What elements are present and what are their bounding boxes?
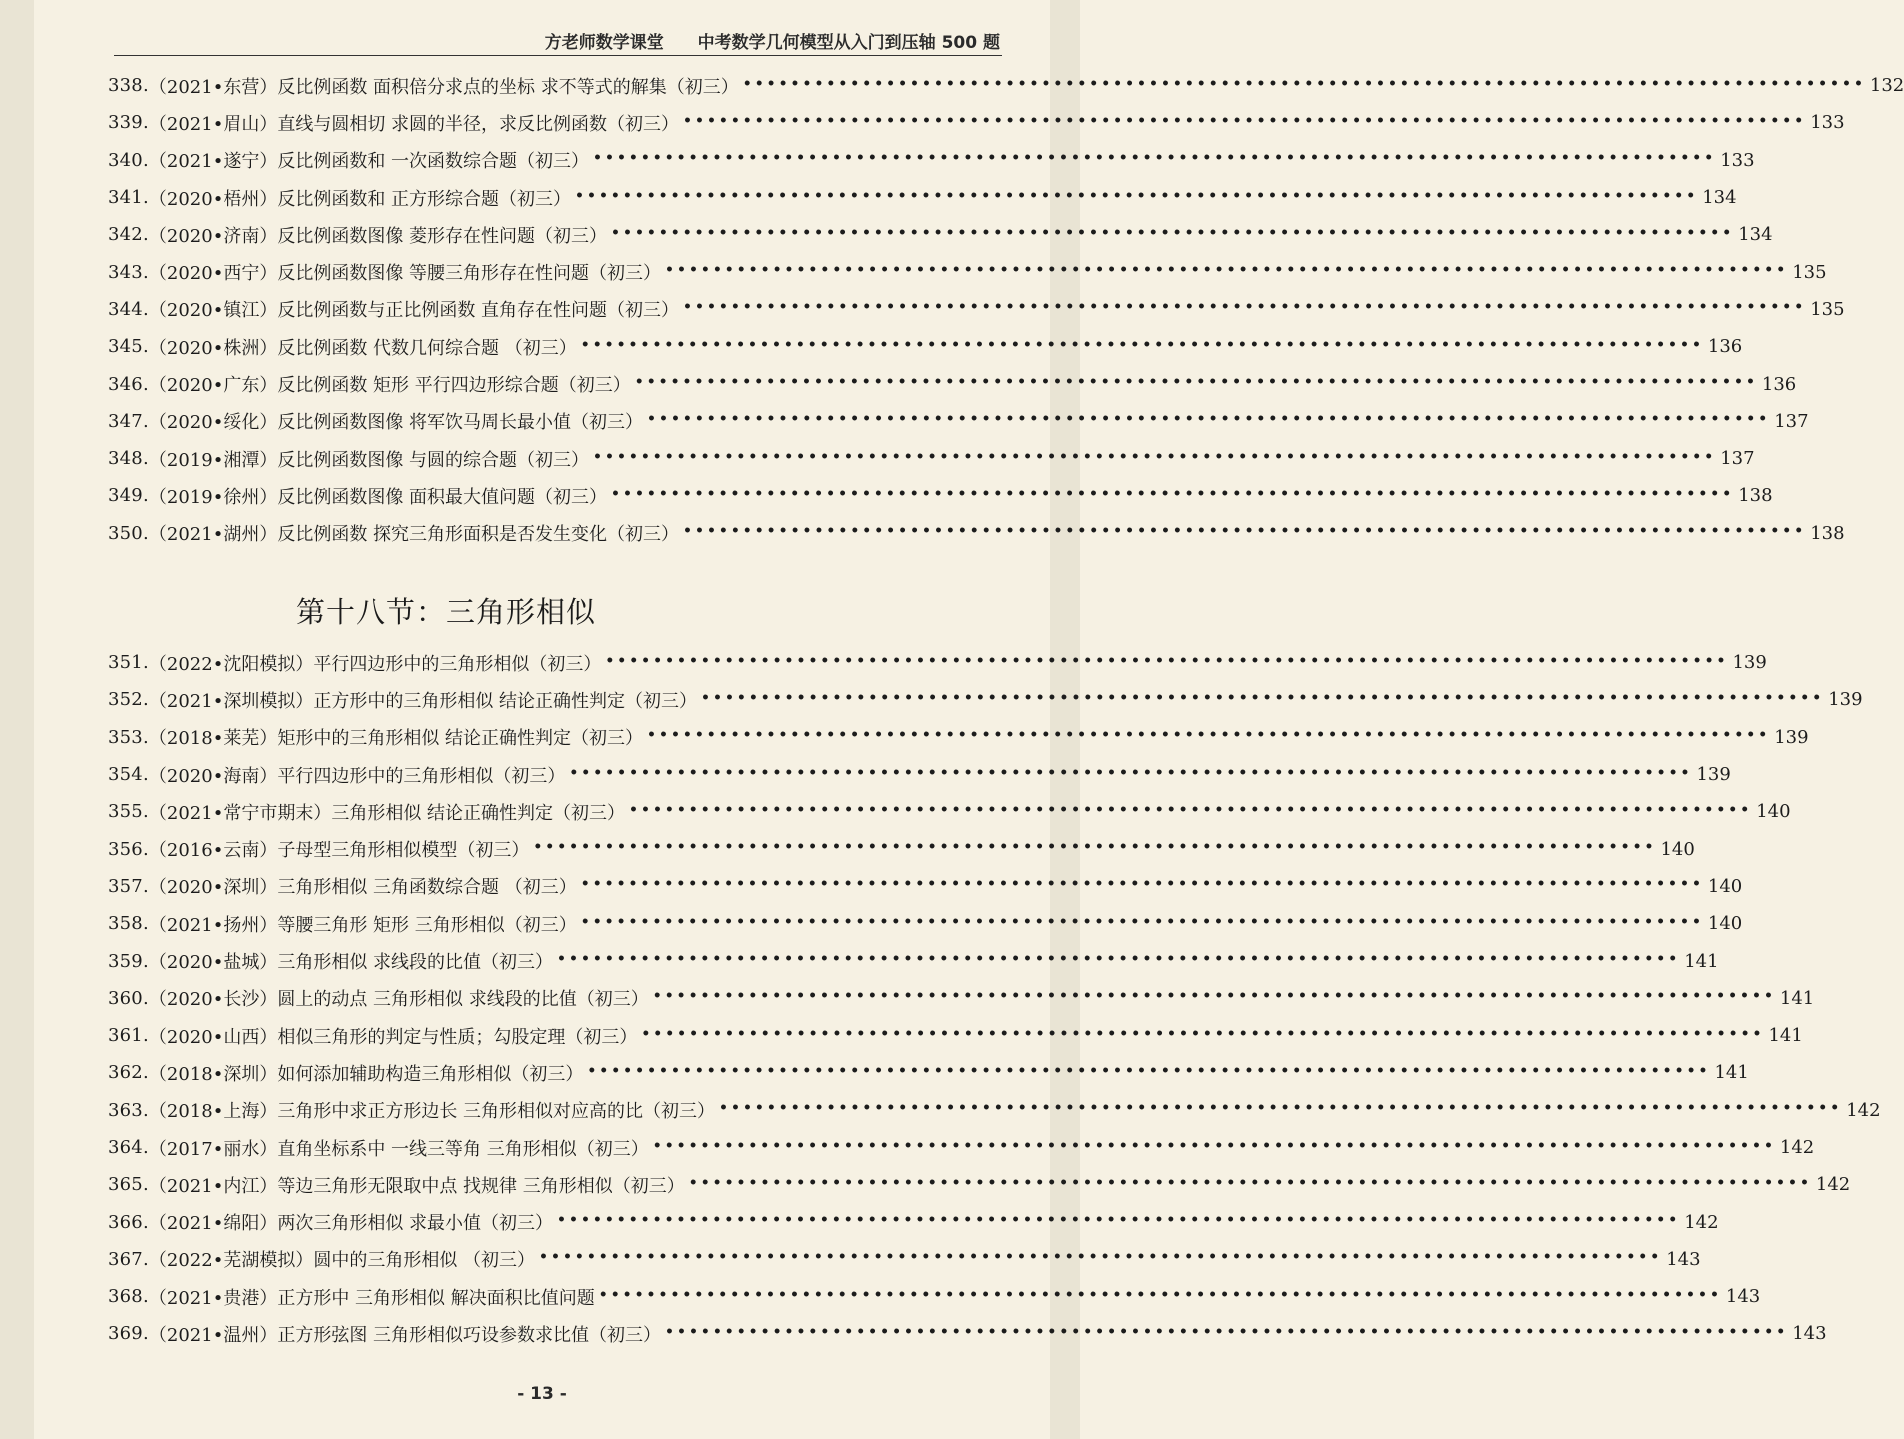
toc-entry-number: 366. <box>108 1211 149 1233</box>
toc-entry-page: 143 <box>1666 1248 1701 1270</box>
toc-entry-number: 356. <box>108 838 149 860</box>
toc-entry-page: 137 <box>1774 410 1809 432</box>
toc-leader-dots <box>653 988 1776 1004</box>
toc-leader-dots <box>599 1287 1722 1303</box>
toc-entry-title: （2021•扬州）等腰三角形 矩形 三角形相似（初三） <box>148 914 577 936</box>
toc-leader-dots <box>587 1063 1710 1079</box>
toc-entry-title: （2020•镇江）反比例函数与正比例函数 直角存在性问题（初三） <box>148 300 680 322</box>
toc-entry-number: 349. <box>108 485 149 507</box>
toc-entry-page: 134 <box>1738 224 1773 246</box>
toc-entry-number: 346. <box>108 373 149 395</box>
toc-leader-dots <box>647 411 1770 427</box>
toc-list-part1 <box>108 67 1904 552</box>
toc-entry-title: （2021•遂宁）反比例函数和 一次函数综合题（初三） <box>148 151 590 173</box>
toc-entry-number: 369. <box>108 1323 149 1345</box>
toc-entry-title: （2017•丽水）直角坐标系中 一线三等角 三角形相似（初三） <box>148 1138 649 1160</box>
toc-leader-dots <box>665 262 1788 278</box>
toc-entry-number: 341. <box>108 187 149 209</box>
document-page <box>34 0 1904 1439</box>
toc-entry[interactable] <box>108 719 1809 756</box>
toc-entry[interactable] <box>108 291 1845 328</box>
toc-entry-number: 364. <box>108 1137 149 1158</box>
toc-entry-title: （2021•东营）反比例函数 面积倍分求点的坐标 求不等式的解集（初三） <box>148 76 739 98</box>
toc-entry-title: （2020•济南）反比例函数图像 菱形存在性问题（初三） <box>148 225 608 247</box>
toc-entry-page: 134 <box>1702 187 1737 209</box>
toc-entry[interactable] <box>108 403 1809 440</box>
toc-entry-page: 140 <box>1707 875 1743 897</box>
toc-leader-dots <box>719 1100 1842 1116</box>
toc-entry-page: 139 <box>1696 764 1731 786</box>
toc-entry-number: 339. <box>108 112 149 134</box>
toc-entry-number: 368. <box>108 1286 149 1308</box>
toc-entry-page: 132 <box>1869 75 1904 97</box>
toc-entry[interactable] <box>108 1017 1803 1054</box>
header-book-title: 中考数学几何模型从入门到压轴 500 题 <box>697 33 1000 53</box>
toc-leader-dots <box>575 188 1698 204</box>
toc-leader-dots <box>647 727 1770 743</box>
toc-entry-number: 354. <box>108 764 149 786</box>
toc-entry-page: 142 <box>1684 1211 1719 1233</box>
toc-entry[interactable] <box>108 67 1904 104</box>
toc-entry-number: 360. <box>108 987 149 1009</box>
toc-leader-dots <box>593 150 1716 166</box>
left-margin-band <box>0 0 34 1439</box>
toc-leader-dots <box>683 523 1806 539</box>
toc-entry-number: 353. <box>108 726 149 748</box>
toc-leader-dots <box>641 1026 1764 1042</box>
toc-entry-page: 133 <box>1810 112 1845 134</box>
toc-leader-dots <box>557 951 1680 967</box>
toc-entry-page: 139 <box>1828 689 1863 711</box>
toc-entry-title: （2021•深圳模拟）正方形中的三角形相似 结论正确性判定（初三） <box>148 690 698 712</box>
toc-entry[interactable] <box>108 681 1863 718</box>
toc-leader-dots <box>605 653 1728 669</box>
toc-entry-title: （2022•沈阳模拟）平行四边形中的三角形相似（初三） <box>148 653 602 675</box>
toc-entry-page: 142 <box>1779 1137 1815 1158</box>
toc-entry[interactable] <box>108 142 1755 179</box>
toc-leader-dots <box>557 1212 1680 1228</box>
toc-entry-page: 140 <box>1707 913 1743 935</box>
toc-entry[interactable] <box>108 830 1695 867</box>
toc-leader-dots <box>689 1175 1812 1191</box>
toc-entry-number: 348. <box>108 448 149 470</box>
toc-entry-number: 365. <box>108 1174 149 1196</box>
toc-leader-dots <box>593 449 1716 465</box>
toc-entry-number: 363. <box>108 1099 149 1121</box>
toc-entry[interactable] <box>108 868 1743 905</box>
toc-entry[interactable] <box>108 756 1731 793</box>
toc-entry-title: （2018•上海）三角形中求正方形边长 三角形相似对应高的比（初三） <box>148 1101 716 1123</box>
toc-entry-title: （2020•盐城）三角形相似 求线段的比值（初三） <box>148 952 554 974</box>
toc-leader-dots <box>653 1138 1776 1154</box>
toc-entry-number: 340. <box>108 149 149 171</box>
toc-entry-title: （2020•广东）反比例函数 矩形 平行四边形综合题（初三） <box>148 375 631 397</box>
toc-leader-dots <box>611 486 1734 502</box>
toc-entry-title: （2019•徐州）反比例函数图像 面积最大值问题（初三） <box>148 486 608 508</box>
toc-leader-dots <box>533 839 1656 855</box>
toc-entry-number: 358. <box>108 913 149 935</box>
toc-leader-dots <box>665 1324 1788 1340</box>
toc-entry-page: 140 <box>1660 838 1695 860</box>
toc-entry-page: 142 <box>1846 1099 1881 1121</box>
toc-entry-title: （2020•海南）平行四边形中的三角形相似（初三） <box>148 765 566 787</box>
toc-leader-dots <box>683 299 1806 315</box>
toc-entry-page: 139 <box>1774 726 1809 748</box>
toc-entry[interactable] <box>108 905 1743 942</box>
toc-entry[interactable] <box>108 515 1845 552</box>
toc-entry-number: 345. <box>108 336 149 358</box>
toc-list-part2 <box>108 644 1881 1353</box>
toc-entry-number: 367. <box>108 1248 149 1270</box>
toc-entry-page: 141 <box>1684 950 1719 972</box>
toc-entry[interactable] <box>108 1315 1827 1352</box>
toc-entry-title: （2020•山西）相似三角形的判定与性质；勾股定理（初三） <box>148 1026 638 1048</box>
toc-entry[interactable] <box>108 328 1743 365</box>
toc-entry-title: （2021•内江）等边三角形无限取中点 找规律 三角形相似（初三） <box>148 1175 685 1197</box>
toc-leader-dots <box>539 1249 1662 1265</box>
toc-leader-dots <box>635 374 1758 390</box>
toc-entry-number: 355. <box>108 801 149 823</box>
toc-entry-page: 135 <box>1792 261 1827 283</box>
toc-entry[interactable] <box>108 980 1815 1017</box>
toc-entry[interactable] <box>108 440 1755 477</box>
toc-entry[interactable] <box>108 477 1773 514</box>
toc-entry-number: 338. <box>108 75 149 97</box>
toc-entry-page: 139 <box>1732 652 1767 674</box>
header-rule <box>114 55 1002 56</box>
toc-entry-title: （2021•眉山）直线与圆相切 求圆的半径，求反比例函数（初三） <box>148 113 680 135</box>
toc-leader-dots <box>581 914 1704 930</box>
toc-leader-dots <box>683 113 1806 129</box>
toc-entry-title: （2019•湘潭）反比例函数图像 与圆的综合题（初三） <box>148 449 590 471</box>
toc-entry-number: 343. <box>108 261 149 283</box>
toc-entry-page: 137 <box>1720 448 1755 470</box>
toc-entry-page: 143 <box>1725 1286 1761 1308</box>
toc-entry[interactable] <box>108 644 1767 681</box>
toc-entry-page: 136 <box>1761 373 1797 395</box>
toc-leader-dots <box>581 337 1704 353</box>
toc-entry[interactable] <box>108 793 1791 830</box>
toc-entry-page: 141 <box>1768 1025 1803 1047</box>
toc-entry-title: （2021•湖州）反比例函数 探究三角形面积是否发生变化（初三） <box>148 524 680 546</box>
toc-entry[interactable] <box>108 253 1827 290</box>
toc-leader-dots <box>569 765 1692 781</box>
toc-entry-page: 135 <box>1810 298 1845 320</box>
toc-entry-page: 143 <box>1792 1323 1827 1345</box>
toc-entry[interactable] <box>108 365 1797 402</box>
toc-entry-page: 141 <box>1714 1062 1749 1084</box>
toc-entry-title: （2022•芜湖模拟）圆中的三角形相似 （初三） <box>148 1250 536 1272</box>
toc-entry[interactable] <box>108 942 1719 979</box>
toc-entry[interactable] <box>108 1278 1761 1315</box>
toc-entry-number: 342. <box>108 224 149 246</box>
section-title: 第十八节：三角形相似 <box>296 595 597 629</box>
toc-leader-dots <box>743 76 1866 92</box>
toc-entry-title: （2020•深圳）三角形相似 三角函数综合题 （初三） <box>148 877 577 899</box>
toc-entry-title: （2016•云南）子母型三角形相似模型（初三） <box>148 840 530 862</box>
toc-entry-title: （2018•莱芜）矩形中的三角形相似 结论正确性判定（初三） <box>148 728 644 750</box>
toc-entry[interactable] <box>108 1129 1815 1166</box>
toc-entry-page: 140 <box>1756 801 1791 823</box>
toc-entry-page: 138 <box>1810 522 1845 544</box>
toc-entry-page: 142 <box>1815 1174 1851 1196</box>
toc-entry-page: 141 <box>1779 987 1815 1009</box>
toc-entry-title: （2018•深圳）如何添加辅助构造三角形相似（初三） <box>148 1063 584 1085</box>
toc-entry-number: 350. <box>108 522 149 544</box>
toc-leader-dots <box>611 225 1734 241</box>
toc-entry-title: （2020•梧州）反比例函数和 正方形综合题（初三） <box>148 188 572 210</box>
toc-entry-number: 357. <box>108 875 149 897</box>
toc-entry-title: （2021•绵阳）两次三角形相似 求最小值（初三） <box>148 1213 554 1235</box>
toc-entry-number: 359. <box>108 950 149 972</box>
toc-entry-number: 361. <box>108 1025 149 1047</box>
toc-entry-number: 362. <box>108 1062 149 1084</box>
toc-entry[interactable] <box>108 1166 1851 1203</box>
toc-entry[interactable] <box>108 104 1845 141</box>
toc-entry[interactable] <box>108 1203 1719 1240</box>
toc-entry-title: （2021•常宁市期末）三角形相似 结论正确性判定（初三） <box>148 802 626 824</box>
toc-entry-title: （2020•株洲）反比例函数 代数几何综合题 （初三） <box>148 337 577 359</box>
toc-leader-dots <box>629 802 1752 818</box>
toc-entry[interactable] <box>108 216 1773 253</box>
toc-entry-page: 133 <box>1720 149 1755 171</box>
running-header <box>545 28 1000 53</box>
toc-entry-title: （2020•西宁）反比例函数图像 等腰三角形存在性问题（初三） <box>148 263 662 285</box>
toc-entry-page: 136 <box>1707 336 1743 358</box>
toc-entry-number: 351. <box>108 652 149 674</box>
toc-entry[interactable] <box>108 1241 1701 1278</box>
toc-entry-title: （2021•贵港）正方形中 三角形相似 解决面积比值问题 <box>148 1287 595 1309</box>
toc-entry[interactable] <box>108 179 1737 216</box>
header-brand: 方老师数学课堂 <box>544 33 664 53</box>
toc-entry-title: （2020•长沙）圆上的动点 三角形相似 求线段的比值（初三） <box>148 989 649 1011</box>
toc-entry-number: 352. <box>108 689 149 711</box>
toc-entry[interactable] <box>108 1092 1881 1129</box>
toc-entry-title: （2020•绥化）反比例函数图像 将军饮马周长最小值（初三） <box>148 412 644 434</box>
toc-entry[interactable] <box>108 1054 1749 1091</box>
page-number: - 13 - <box>517 1384 567 1404</box>
toc-entry-page: 138 <box>1738 485 1773 507</box>
toc-leader-dots <box>581 876 1704 892</box>
toc-entry-number: 347. <box>108 410 149 432</box>
toc-entry-title: （2021•温州）正方形弦图 三角形相似巧设参数求比值（初三） <box>148 1324 662 1346</box>
toc-entry-number: 344. <box>108 298 149 320</box>
toc-leader-dots <box>701 690 1824 706</box>
